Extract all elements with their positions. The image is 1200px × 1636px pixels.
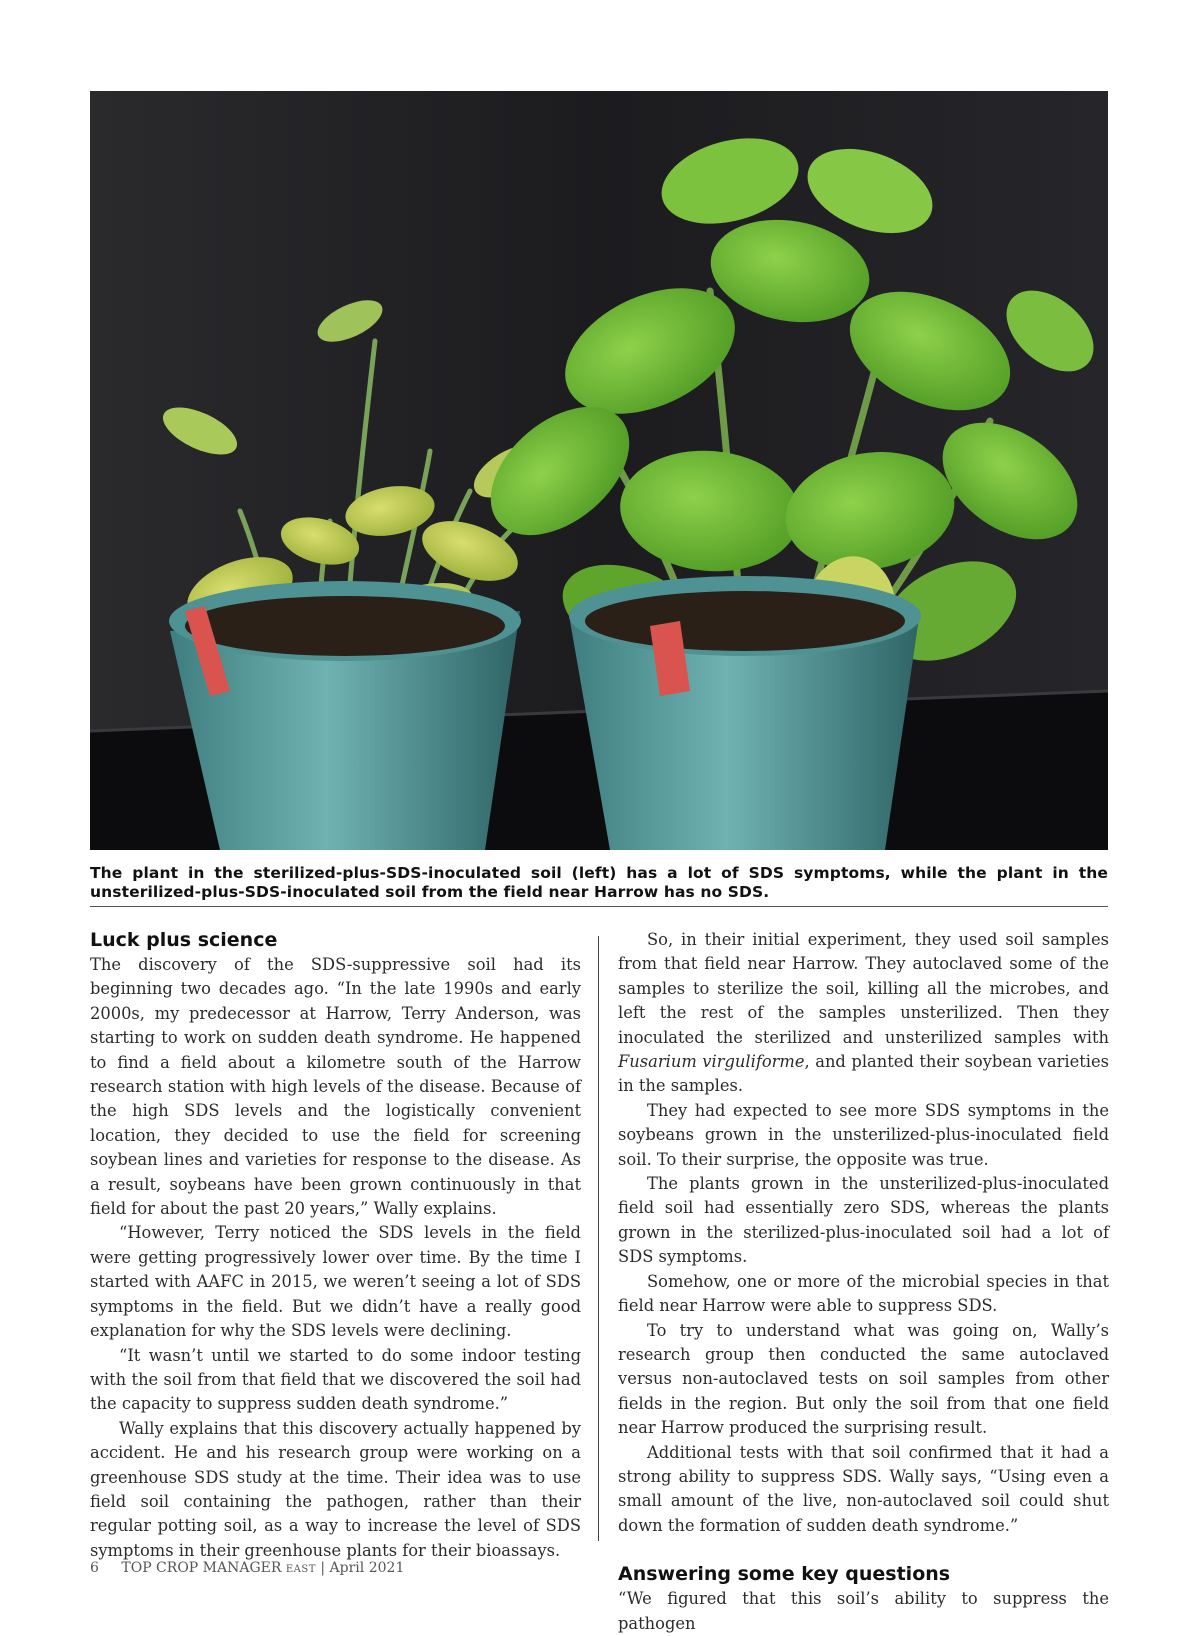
page-footer — [90, 1560, 404, 1576]
magazine-name: TOP CROP MANAGER — [121, 1560, 282, 1576]
section-heading: Answering some key questions — [618, 1563, 951, 1586]
page-number: 6 — [90, 1560, 99, 1576]
section-heading: Luck plus science — [90, 929, 278, 951]
paragraph: The discovery of the SDS-suppressive soil had its beginning two decades ago. “In the late 1990s and early 2000s, my predecessor at Harrow, Terry Anderson, was starting to work on sudden death syndrome. He happened to find a field about a kilometre south of the Harrow research station with high levels of the disease. Because of the high SDS levels and the logistically convenient location, they decided to use the field for screening soybean lines and varieties for response to the disease. As a result, soybeans have been grown continuously in that field for about the past 20 years,” Wally explains. — [90, 955, 581, 1219]
paragraph: They had expected to see more SDS symptoms in the soybeans grown in the unsterilized-plus-inoculated field soil. To their surprise, the opposite was true. — [618, 1100, 1109, 1169]
paragraph — [618, 928, 1109, 1099]
column-divider — [598, 936, 599, 1541]
paragraph-text: , and planted their soybean varieties in the samples. — [618, 1052, 1109, 1096]
paragraph: Additional tests with that soil confirmed that it had a strong ability to suppress SDS. Wally says, “Using even a small amount of the live, non-autoclaved soil could shut down the formation of sudden death syndrome.” — [618, 1442, 1109, 1535]
paragraph: The plants grown in the unsterilized-plus-inoculated field soil had essentially zero SDS, whereas the plants grown in the sterilized-plus-inoculated soil had a lot of SDS symptoms. — [618, 1174, 1109, 1267]
paragraph: Somehow, one or more of the microbial species in that field near Harrow were able to suppress SDS. — [618, 1271, 1109, 1316]
article-column-left — [90, 928, 581, 1563]
soybean-plants-photo — [90, 91, 1108, 850]
paragraph: “We figured that this soil’s ability to suppress the pathogen — [618, 1589, 1109, 1633]
issue-date: April 2021 — [329, 1560, 405, 1576]
paragraph: “However, Terry noticed the SDS levels in the field were getting progressively lower over time. By the time I started with AAFC in 2015, we weren’t seeing a lot of SDS symptoms in the field. But we didn’t have a really good explanation for why the SDS levels were declining. — [90, 1223, 581, 1341]
paragraph: Wally explains that this discovery actually happened by accident. He and his research group were working on a greenhouse SDS study at the time. Their idea was to use field soil containing the pathogen, rather than their regular potting soil, as a way to increase the level of SDS symptoms in their greenhouse plants for their bioassays. — [90, 1418, 581, 1560]
paragraph: “It wasn’t until we started to do some indoor testing with the soil from that field that we discovered the soil had the capacity to suppress sudden death syndrome.” — [90, 1345, 581, 1414]
species-name: Fusarium virguliforme — [618, 1052, 805, 1072]
photo-caption: The plant in the sterilized-plus-SDS-inoculated soil (left) has a lot of SDS symptoms, while the plant in the unsterilized-plus-SDS-inoculated soil from the field near Harrow has no SDS. — [90, 864, 1108, 901]
footer-separator: | — [320, 1560, 326, 1576]
edition-label: EAST — [285, 1564, 316, 1575]
caption-divider — [90, 906, 1108, 907]
paragraph-text: So, in their initial experiment, they used soil samples from that field near Harrow. They autoclaved some of the samples to sterilize the soil, killing all the microbes, and left the rest of the samples unsterilized. Then they inoculated the sterilized and unsterilized samples with — [618, 930, 1109, 1047]
paragraph: To try to understand what was going on, Wally’s research group then conducted the same autoclaved versus non-autoclaved tests on soil samples from other fields in the region. But only the soil from that one field near Harrow produced the surprising result. — [618, 1320, 1109, 1438]
article-column-right — [618, 928, 1109, 1636]
photo-illustration — [90, 91, 1108, 850]
